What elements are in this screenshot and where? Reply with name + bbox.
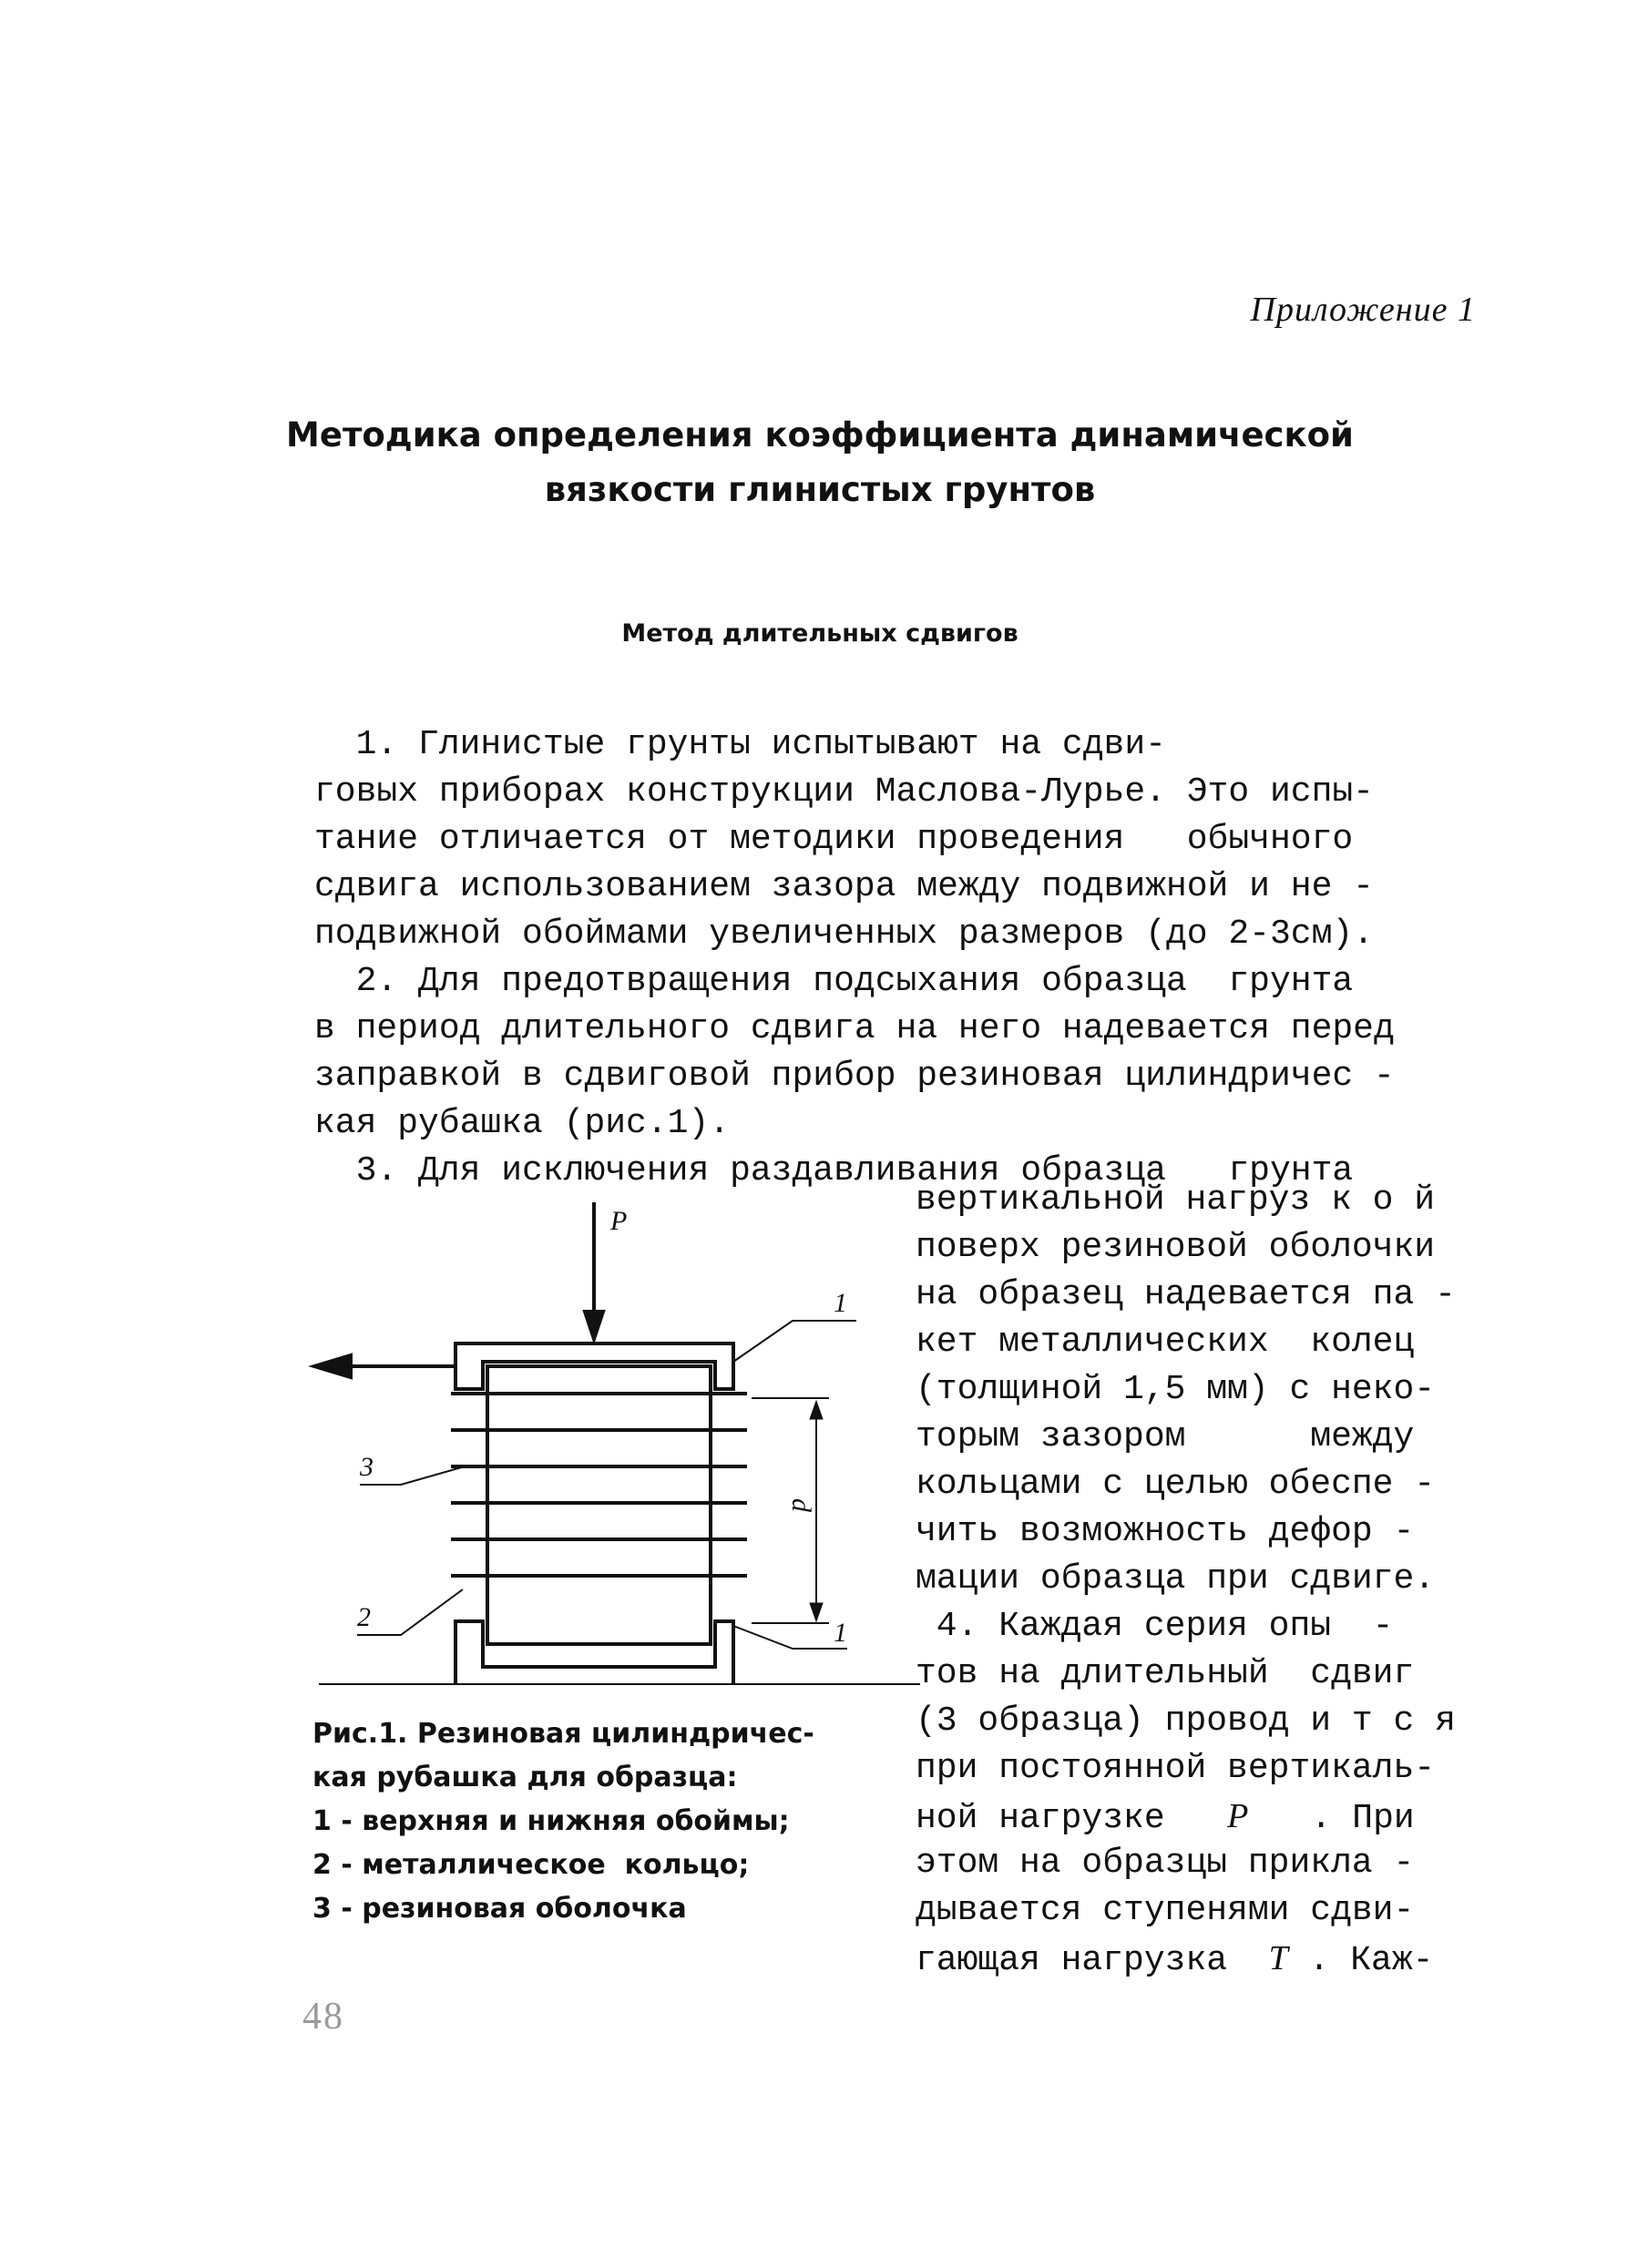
text-line: при постоянной вертикаль- xyxy=(916,1749,1436,1788)
section-subtitle: Метод длительных сдвигов xyxy=(621,619,1018,648)
body-text-right-column xyxy=(916,1177,1499,1982)
text-line: кая рубашка (рис.1). xyxy=(314,1104,731,1143)
leader-1-top xyxy=(733,1321,856,1362)
text-line: 3. Для исключения раздавливания образца грунта xyxy=(314,1151,1354,1190)
text-line-with-t xyxy=(916,1935,1499,1982)
caption-line: Рис.1. Резиновая цилиндричес- xyxy=(312,1718,814,1750)
title-line-1: Методика определения коэффициента динамической xyxy=(286,415,1354,455)
text-line: 2. Для предотвращения подсыхания образца грунта xyxy=(314,962,1354,1001)
leader-2 xyxy=(357,1589,463,1635)
load-symbol-p: P xyxy=(1227,1797,1249,1835)
text-line: поверх резиновой оболочки xyxy=(916,1228,1436,1267)
body-text-full-width xyxy=(314,721,1499,1195)
text-line: кет металлических колец xyxy=(916,1323,1415,1362)
text-line: этом на образцы прикла - xyxy=(916,1844,1415,1883)
bottom-clip xyxy=(456,1621,733,1685)
text-line: торым зазором между xyxy=(916,1417,1415,1456)
vertical-arrowhead xyxy=(585,1312,603,1339)
text-fragment: . При xyxy=(1248,1799,1415,1838)
title-line-2: вязкости глинистых грунтов xyxy=(544,470,1096,509)
text-line: чить возможность дефор - xyxy=(916,1512,1415,1551)
text-line: сдвига использованием зазора между подвижной и не - xyxy=(314,867,1374,906)
text-line: подвижной обоймами увеличенных размеров (до 2-3см). xyxy=(314,914,1374,954)
text-line: (толщиной 1,5 мм) с неко- xyxy=(916,1370,1436,1409)
page-number: 48 xyxy=(302,1996,344,2038)
dimension-arrowhead xyxy=(810,1401,823,1419)
shear-device-figure xyxy=(301,1175,938,1685)
caption-line: 3 - резиновая оболочка xyxy=(312,1893,687,1925)
text-line: мации образца при сдвиге. xyxy=(916,1559,1436,1599)
label-1-bottom: 1 xyxy=(834,1618,847,1648)
text-line: в период длительного сдвига на него надевается перед xyxy=(314,1009,1395,1048)
document-title xyxy=(273,408,1367,517)
appendix-label: Приложение 1 xyxy=(1250,291,1476,329)
text-line-with-p xyxy=(916,1793,1499,1840)
text-line: 1. Глинистые грунты испытывают на сдви- xyxy=(314,725,1166,764)
label-d: d xyxy=(786,1498,816,1512)
label-p: P xyxy=(610,1206,628,1236)
text-line: дывается ступенями сдви- xyxy=(916,1891,1415,1930)
label-3: 3 xyxy=(360,1452,374,1482)
text-line: заправкой в сдвиговой прибор резиновая цилиндричес - xyxy=(314,1057,1395,1096)
label-1-top: 1 xyxy=(834,1288,847,1318)
text-line: вертикальной нагруз к о й xyxy=(916,1180,1436,1220)
text-fragment: . Каж- xyxy=(1287,1941,1434,1980)
text-fragment: гающая нагрузка xyxy=(916,1941,1269,1980)
text-line: кольцами с целью обеспе - xyxy=(916,1465,1436,1504)
figure-caption xyxy=(312,1712,932,1931)
text-line: на образец надевается па - xyxy=(916,1275,1456,1314)
caption-line: 1 - верхняя и нижняя обоймы; xyxy=(312,1805,790,1837)
text-fragment: ной нагрузке xyxy=(916,1799,1228,1838)
leader-3 xyxy=(360,1466,465,1485)
text-line: (3 образца) провод и т с я xyxy=(916,1701,1456,1741)
dimension-arrowhead xyxy=(810,1603,823,1621)
text-line: 4. Каждая серия опы - xyxy=(916,1607,1394,1646)
caption-line: кая рубашка для образца: xyxy=(312,1762,738,1793)
text-line: говых приборах конструкции Маслова-Лурье. Это испы- xyxy=(314,772,1374,812)
soil-sample xyxy=(487,1366,711,1644)
leader-1-bottom xyxy=(733,1626,847,1649)
caption-line: 2 - металлическое кольцо; xyxy=(312,1849,750,1881)
label-2: 2 xyxy=(357,1602,371,1632)
load-symbol-t: T xyxy=(1268,1939,1288,1977)
text-line: тов на длительный сдвиг xyxy=(916,1654,1415,1693)
text-line: тание отличается от методики проведения обычного xyxy=(314,820,1354,859)
shear-arrowhead xyxy=(314,1355,351,1377)
